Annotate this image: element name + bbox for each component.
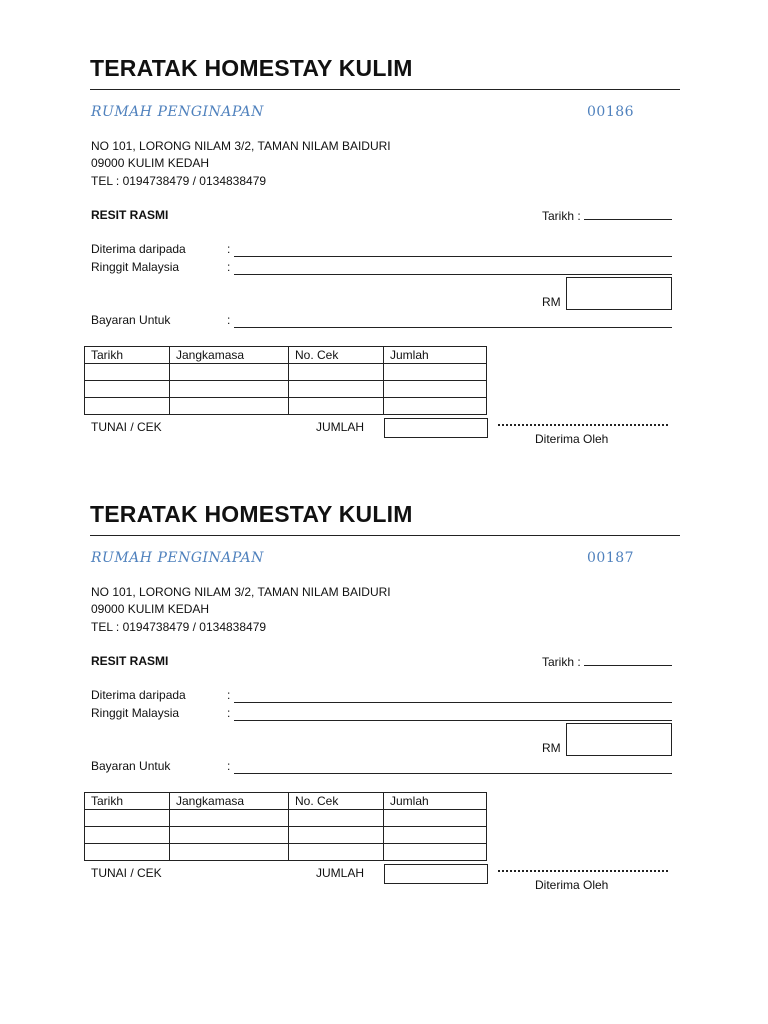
address-line-1: NO 101, LORONG NILAM 3/2, TAMAN NILAM BAIDURI [91, 139, 391, 153]
header-tarikh: Tarikh [85, 347, 170, 364]
table-cell[interactable] [384, 364, 487, 381]
table-cell[interactable] [170, 364, 289, 381]
official-receipt-label: RESIT RASMI [91, 654, 169, 668]
rm-label: RM [542, 741, 561, 755]
header-jumlah: Jumlah [384, 793, 487, 810]
table-cell[interactable] [289, 381, 384, 398]
official-receipt-label: RESIT RASMI [91, 208, 169, 222]
table-row [85, 381, 487, 398]
total-box[interactable] [384, 864, 488, 884]
table-cell[interactable] [170, 381, 289, 398]
total-label: JUMLAH [316, 420, 365, 434]
address-line-1: NO 101, LORONG NILAM 3/2, TAMAN NILAM BAIDURI [91, 585, 391, 599]
ringgit-field[interactable] [234, 274, 672, 275]
colon: : [227, 759, 231, 773]
signature-line [498, 870, 668, 872]
received-by-label: Diterima Oleh [535, 432, 609, 446]
table-cell[interactable] [170, 844, 289, 861]
received-by-label: Diterima Oleh [535, 878, 609, 892]
rm-amount-box[interactable] [566, 723, 672, 756]
table-cell[interactable] [384, 844, 487, 861]
payment-table [84, 792, 487, 861]
received-from-label: Diterima daripada [91, 242, 186, 256]
table-cell[interactable] [289, 844, 384, 861]
date-field[interactable] [542, 654, 672, 669]
receipt-subtitle: RUMAH PENGINAPAN [91, 550, 264, 566]
ringgit-field[interactable] [234, 720, 672, 721]
colon: : [227, 706, 231, 720]
payment-for-label: Bayaran Untuk [91, 759, 171, 773]
total-box[interactable] [384, 418, 488, 438]
title-divider [90, 535, 680, 536]
receipt-00187 [0, 446, 768, 896]
title-divider [90, 89, 680, 90]
date-field[interactable] [542, 208, 672, 223]
ringgit-label: Ringgit Malaysia [91, 260, 180, 274]
colon: : [227, 242, 231, 256]
date-blank[interactable] [584, 208, 672, 220]
table-cell[interactable] [384, 810, 487, 827]
table-header-row [85, 793, 487, 810]
table-row [85, 398, 487, 415]
header-jangkamasa: Jangkamasa [170, 793, 289, 810]
table-cell[interactable] [289, 810, 384, 827]
table-cell[interactable] [289, 398, 384, 415]
receipt-number: 00186 [587, 104, 635, 120]
received-from-label: Diterima daripada [91, 688, 186, 702]
table-cell[interactable] [85, 381, 170, 398]
table-cell[interactable] [384, 827, 487, 844]
address-line-2: 09000 KULIM KEDAH [91, 602, 210, 616]
phone-line: TEL : 0194738479 / 0134838479 [91, 174, 267, 188]
ringgit-label: Ringgit Malaysia [91, 706, 180, 720]
colon: : [227, 260, 231, 274]
colon: : [227, 688, 231, 702]
table-cell[interactable] [85, 844, 170, 861]
address-line-2: 09000 KULIM KEDAH [91, 156, 210, 170]
receipt-00186 [0, 0, 768, 450]
payment-for-field[interactable] [234, 773, 672, 774]
header-tarikh: Tarikh [85, 793, 170, 810]
date-label: Tarikh : [542, 209, 581, 223]
header-jumlah: Jumlah [384, 347, 487, 364]
table-cell[interactable] [170, 398, 289, 415]
table-header-row [85, 347, 487, 364]
received-from-field[interactable] [234, 702, 672, 703]
cash-cheque-label: TUNAI / CEK [91, 420, 162, 434]
table-row [85, 810, 487, 827]
rm-amount-box[interactable] [566, 277, 672, 310]
table-cell[interactable] [289, 827, 384, 844]
total-label: JUMLAH [316, 866, 365, 880]
table-row [85, 364, 487, 381]
receipt-title: TERATAK HOMESTAY KULIM [90, 501, 413, 527]
received-from-field[interactable] [234, 256, 672, 257]
date-blank[interactable] [584, 654, 672, 666]
table-cell[interactable] [85, 364, 170, 381]
signature-line [498, 424, 668, 426]
header-no-cek: No. Cek [289, 347, 384, 364]
cash-cheque-label: TUNAI / CEK [91, 866, 162, 880]
payment-table [84, 346, 487, 415]
table-cell[interactable] [85, 810, 170, 827]
header-no-cek: No. Cek [289, 793, 384, 810]
receipt-subtitle: RUMAH PENGINAPAN [91, 104, 264, 120]
payment-for-label: Bayaran Untuk [91, 313, 171, 327]
table-cell[interactable] [384, 381, 487, 398]
receipt-title: TERATAK HOMESTAY KULIM [90, 55, 413, 81]
table-cell[interactable] [85, 398, 170, 415]
header-jangkamasa: Jangkamasa [170, 347, 289, 364]
table-cell[interactable] [170, 810, 289, 827]
payment-for-field[interactable] [234, 327, 672, 328]
table-row [85, 844, 487, 861]
table-cell[interactable] [384, 398, 487, 415]
receipt-number: 00187 [587, 550, 635, 566]
colon: : [227, 313, 231, 327]
rm-label: RM [542, 295, 561, 309]
table-cell[interactable] [289, 364, 384, 381]
table-row [85, 827, 487, 844]
table-cell[interactable] [85, 827, 170, 844]
date-label: Tarikh : [542, 655, 581, 669]
table-cell[interactable] [170, 827, 289, 844]
phone-line: TEL : 0194738479 / 0134838479 [91, 620, 267, 634]
